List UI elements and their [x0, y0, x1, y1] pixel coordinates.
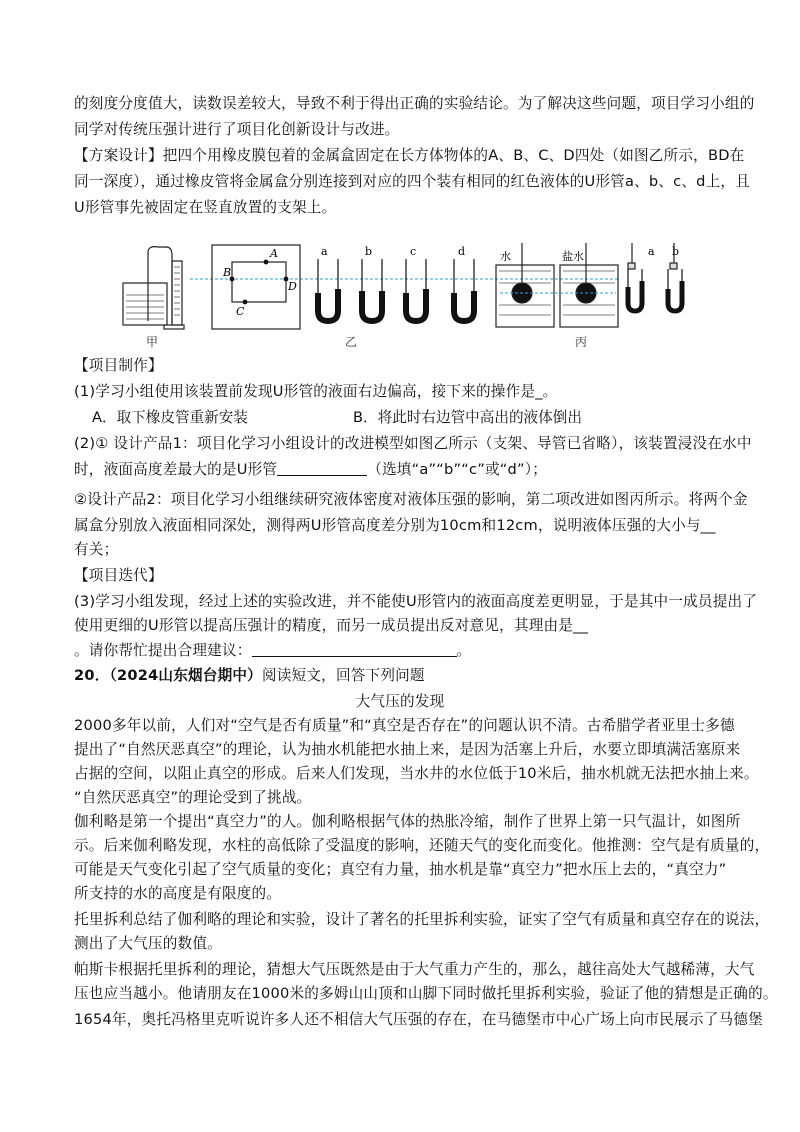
article-line: 可能是天气变化引起了空气质量的变化；真空有力量，抽水机是靠“真空力”把水压上去的，“真空力”: [74, 861, 727, 878]
point-c-label: C: [236, 305, 245, 318]
text-fragment: （选填“a”“b”“c”或“d”）；: [367, 461, 548, 478]
water-label: 水: [500, 250, 511, 263]
point-b-label: B: [223, 266, 232, 279]
u-tube-c: [406, 259, 426, 321]
question-1: (1)学习小组使用该装置前发现U形管的液面右边偏高，接下来的操作是_。: [74, 383, 558, 400]
tube-label-a: a: [321, 245, 328, 258]
text-line: U形管事先被固定在竖直放置的支架上。: [74, 199, 337, 216]
option-b: B．将此时右边管中高出的液体倒出: [353, 409, 582, 426]
article-line: 示。后来伽利略发现，水柱的高低除了受温度的影响，还随天气的变化而变化。他推测：空气是有质量的，: [74, 837, 770, 854]
tube-bing-label-a: a: [648, 245, 655, 258]
question-2-2: ②设计产品2：项目化学习小组继续研究液体密度对液体压强的影响，第二项改进如图丙所示。将两个金: [74, 491, 748, 508]
tube-label-c: c: [410, 245, 417, 258]
saltwater-label: 盐水: [562, 250, 584, 263]
figure-jia: [123, 247, 184, 329]
article-line: “自然厌恶真空”的理论受到了挑战。: [74, 789, 312, 806]
caption-bing: 丙: [575, 335, 588, 349]
question-number: 20．（2024山东烟台期中）: [74, 667, 262, 684]
point-a-label: A: [270, 247, 278, 260]
question-3-end: [74, 641, 471, 661]
text-line: 的刻度分度值大，读数误差较大，导致不利于得出正确的实验结论。为了解决这些问题，项目学习小组的: [74, 95, 755, 112]
article-line: 帕斯卡根据托里拆利的理论，猜想大气压既然是由于大气重力产生的，那么，越往高处大气越稀薄，大气: [74, 961, 755, 978]
option-a: A．取下橡皮管重新安装: [92, 409, 248, 426]
question-2-2-end: 有关；: [74, 541, 119, 558]
u-tube-d: [454, 259, 474, 321]
text-fragment: 。: [456, 642, 472, 659]
point-d-label: D: [288, 280, 297, 293]
article-line: 测出了大气压的数值。: [74, 935, 222, 952]
answer-blank[interactable]: [252, 642, 457, 657]
experiment-figure: [120, 243, 700, 351]
article-line: 占据的空间，以阻止真空的形成。后来人们发现，当水井的水位低于10米后，抽水机就无法把水抽上来。: [74, 765, 759, 782]
figure-yi-box: [212, 245, 300, 329]
question-3: (3)学习小组发现，经过上述的实验改进，并不能使U形管内的液面高度差更明显，于是其中一成员提出了: [74, 593, 758, 610]
caption-jia: 甲: [146, 335, 159, 349]
article-line: 压也应当越小。他请朋友在1000米的多姆山山顶和山脚下同时做托里拆利实验，验证了他的猜想是正确的。: [74, 985, 778, 1002]
question-instruction: 阅读短文，回答下列问题: [261, 667, 425, 684]
u-tubes-yi: [318, 259, 474, 321]
tube-label-d: d: [458, 245, 466, 258]
article-line: 所支持的水的高度是有限度的。: [74, 885, 282, 902]
text-line: 同一深度），通过橡皮管将金属盒分别连接到对应的四个装有相同的红色液体的U形管a、b、c、d上，且: [74, 173, 751, 190]
u-tube-b: [362, 259, 382, 321]
article-line: 1654年，奥托冯格里克听说许多人还不相信大气压强的存在，在马德堡市中心广场上向市民展示了马德堡: [74, 1011, 763, 1028]
text-line: 【方案设计】把四个用橡皮膜包着的金属盒固定在长方体物体的A、B、C、D四处（如图乙所示，BD在: [74, 147, 745, 164]
article-line: 提出了“自然厌恶真空”的理论，认为抽水机能把水抽上来，是因为活塞上升后，水要立即填满活塞原来: [74, 741, 741, 758]
tube-label-b: b: [365, 245, 373, 258]
section-heading: 【项目迭代】: [74, 567, 163, 584]
u-tube-bing-b: [668, 269, 682, 311]
question-2-1: (2)① 设计产品1：项目化学习小组设计的改进模型如图乙所示（支架、导管已省略），该装置浸没在水中: [74, 435, 752, 452]
answer-blank[interactable]: [277, 461, 367, 476]
text-fragment: 。请你帮忙提出合理建议：: [74, 642, 252, 659]
article-title: 大气压的发现: [355, 693, 445, 710]
u-tube-bing-a: [628, 269, 642, 311]
article-line: 伽利略是第一个提出“真空力”的人。伽利略根据气体的热胀冷缩，制作了世界上第一只气温计，如图所: [74, 813, 741, 830]
article-line: 托里拆利总结了伽利略的理论和实验，设计了著名的托里拆利实验，证实了空气有质量和真空存在的说法，: [74, 911, 770, 928]
caption-yi: 乙: [345, 335, 358, 349]
text-fragment: 时，液面高度差最大的是U形管: [74, 461, 278, 478]
question-2-1-cont: [74, 460, 547, 480]
section-heading: 【项目制作】: [74, 357, 163, 374]
u-tube-a: [318, 259, 338, 321]
tube-bing-label-b: b: [672, 245, 680, 258]
article-line: 2000多年以前，人们对“空气是否有质量”和“真空是否存在”的问题认识不清。古希腊学者亚里士多德: [74, 717, 735, 734]
question-3-cont: 使用更细的U形管以提高压强计的精度，而另一成员提出反对意见，其理由是__: [74, 617, 589, 634]
question-20: [74, 666, 425, 686]
question-2-2-cont: 属盒分别放入液面相同深处，测得两U形管高度差分别为10cm和12cm，说明液体压强的大小与__: [74, 517, 716, 534]
text-line: 同学对传统压强计进行了项目化创新设计与改进。: [74, 121, 400, 138]
